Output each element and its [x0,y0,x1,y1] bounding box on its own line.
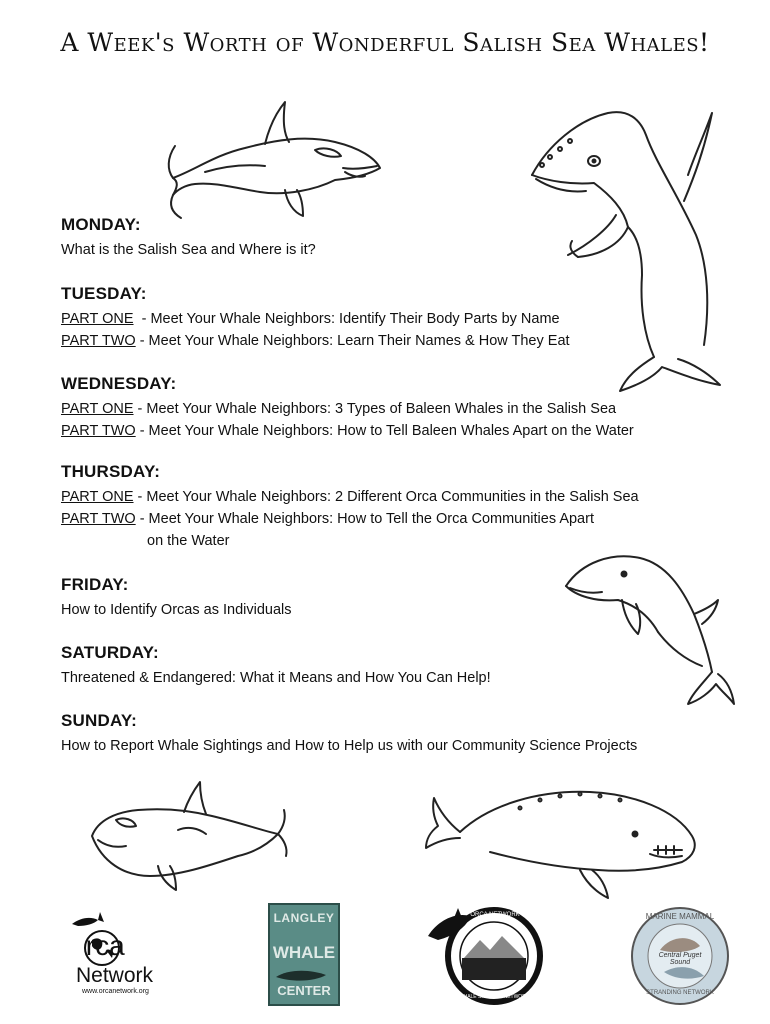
marine-mammal-stranding-network-logo [630,906,730,1006]
part-label: PART ONE [61,489,134,505]
schedule-line [61,398,711,420]
schedule-line [61,486,711,508]
gray-whale-illustration [420,778,710,906]
whale-sighting-network-logo [424,906,548,1006]
day-heading: MONDAY: [61,215,141,234]
orca-network-url: www.orcanetwork.org [82,988,149,995]
orca-network-logo [64,910,174,1000]
stranding-top-text: MARINE MAMMAL [645,912,715,921]
humpback-illustration [528,105,748,395]
day-heading: FRIDAY: [61,575,129,594]
sighting-bottom-text: WHALE SIGHTING NETWORK [458,994,530,1000]
line-text: - Meet Your Whale Neighbors: How to Tell the Orca Communities Apart [135,511,594,527]
part-label: PART TWO [61,333,136,349]
day-heading: SATURDAY: [61,643,159,662]
stranding-bottom-text: STRANDING NETWORK [646,990,714,996]
line-text: - Meet Your Whale Neighbors: Learn Their Names & How They Eat [135,333,570,349]
line-text: How to Report Whale Sightings and How to Help us with our Community Science Projects [61,738,638,754]
schedule-line [61,420,711,442]
langley-line1: LANGLEY [273,911,335,925]
orca-network-subname: Network [76,964,154,987]
line-text: - Meet Your Whale Neighbors: 2 Different Orca Communities in the Salish Sea [133,489,639,505]
part-label: PART TWO [61,423,136,439]
part-label: PART ONE [61,311,134,327]
part-label: PART TWO [61,511,136,527]
langley-whale-center-logo [268,903,340,1006]
day-heading: TUESDAY: [61,284,147,303]
orca-illustration [88,780,288,892]
langley-line3: CENTER [277,983,331,998]
day-heading: WEDNESDAY: [61,374,177,393]
stranding-center-text: Central Puget Sound [658,952,702,966]
line-text: Threatened & Endangered: What it Means and How You Can Help! [61,670,491,686]
line-text: How to Identify Orcas as Individuals [61,602,292,618]
line-text: on the Water [147,533,230,549]
schedule-line [61,735,711,757]
line-text: - Meet Your Whale Neighbors: Identify Their Body Parts by Name [133,311,560,327]
sighting-top-text: ORCA NETWORK [470,912,520,918]
part-label: PART ONE [61,401,134,417]
schedule-line [61,508,711,530]
line-text: - Meet Your Whale Neighbors: How to Tell Baleen Whales Apart on the Water [135,423,634,439]
day-block [61,462,711,552]
day-block [61,711,711,757]
orca-network-name: rca [85,930,125,961]
day-heading: SUNDAY: [61,711,138,730]
line-text: - Meet Your Whale Neighbors: 3 Types of Baleen Whales in the Salish Sea [133,401,617,417]
gray-whale-calf-illustration [562,548,737,710]
langley-line2: WHALE [272,943,336,962]
line-text: What is the Salish Sea and Where is it? [61,242,316,258]
page-title: A Week's Worth of Wonderful Salish Sea Whales! [60,28,710,57]
orca-illustration [165,100,390,220]
day-heading: THURSDAY: [61,462,161,481]
